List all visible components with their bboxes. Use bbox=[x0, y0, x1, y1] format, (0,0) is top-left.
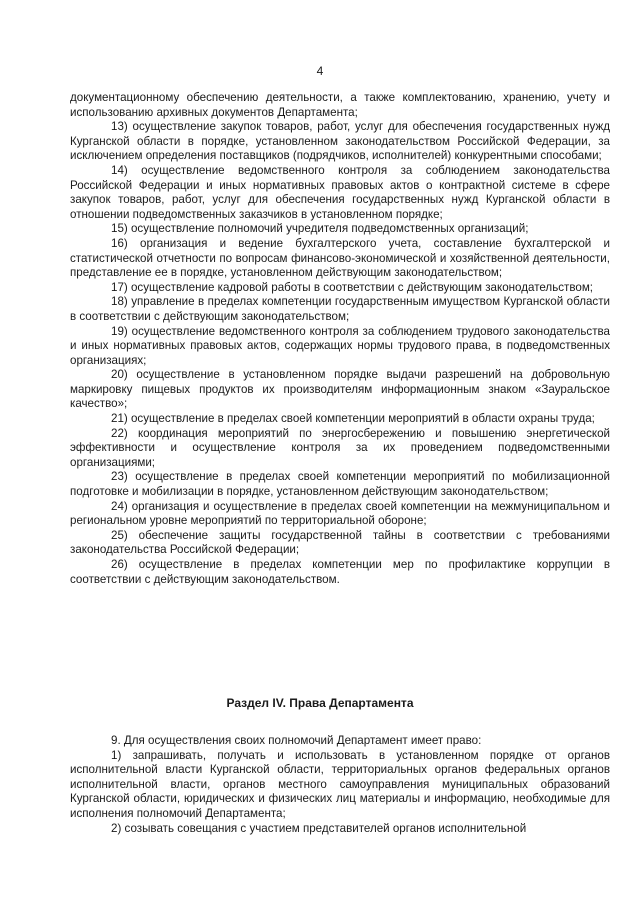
paragraph: 23) осуществление в пределах своей компетенции мероприятий по мобилизационной подготовке и мобилизации в порядке, установленном действующим законодательством; bbox=[70, 470, 610, 499]
paragraph: 20) осуществление в установленном порядке выдачи разрешений на добровольную маркировку пищевых продуктов их производителям информационным знаком «Зауральское качество»; bbox=[70, 368, 610, 411]
page-number: 4 bbox=[316, 64, 324, 78]
paragraph: 9. Для осуществления своих полномочий Департамент имеет право: bbox=[111, 734, 482, 747]
paragraph: 19) осуществление ведомственного контроля за соблюдением трудового законодательства и иных нормативных правовых актов, содержащих нормы трудового права, в подведомственных организациях; bbox=[70, 324, 610, 367]
section-heading: Раздел IV. Права Департамента bbox=[226, 696, 414, 710]
paragraph: 24) организация и осуществление в пределах своей компетенции на межмуниципальном и региональном уровне мероприятий по территориальной обороне; bbox=[70, 499, 610, 528]
paragraph: 15) осуществление полномочий учредителя подведомственных организаций; bbox=[111, 222, 529, 236]
paragraph: 21) осуществление в пределах своей компетенции мероприятий в области охраны труда; bbox=[111, 412, 595, 426]
body-text-top bbox=[70, 91, 610, 587]
paragraph: 16) организация и ведение бухгалтерского учета, составление бухгалтерской и статистической отчетности по вопросам финансово-экономической и хозяйственной деятельности, представление ее в порядке, установленном действующим законодательством; bbox=[70, 236, 610, 280]
paragraph: 17) осуществление кадровой работы в соответствии с действующим законодательством; bbox=[111, 280, 594, 294]
paragraph: 1) запрашивать, получать и использовать в установленном порядке от органов исполнительной власти Курганской области, территориальных органов федеральных органов исполнительной власти, органов местного самоуправления муниципальных образований Курганской области, юридических и физических лиц материалы и информацию, необходимые для исполнения полномочий Департамента; bbox=[70, 748, 610, 820]
paragraph: 26) осуществление в пределах компетенции мер по профилактике коррупции в соответствии с действующим законодательством. bbox=[70, 558, 610, 586]
paragraph: 22) координация мероприятий по энергосбережению и повышению энергетической эффективности и осуществление контроля за их проведением подведомственными организациями; bbox=[70, 426, 610, 469]
paragraph: 25) обеспечение защиты государственной тайны в соответствии с требованиями законодательства Российской Федерации; bbox=[70, 528, 610, 557]
paragraph: 18) управление в пределах компетенции государственным имуществом Курганской области в соответствии с действующим законодательством; bbox=[70, 295, 610, 323]
paragraph: 13) осуществление закупок товаров, работ, услуг для обеспечения государственных нужд Курганской области в порядке, установленном законодательством Российской Федерации, за исключением определения поставщиков (подрядчиков, исполнителей) конкурентными способами; bbox=[70, 120, 610, 163]
paragraph: 14) осуществление ведомственного контроля за соблюдением законодательства Российской Федерации и иных нормативных правовых актов о контрактной системе в сфере закупок товаров, работ, услуг для обеспечения государственных нужд Курганской области в отношении подведомственных заказчиков в установленном порядке; bbox=[70, 163, 610, 221]
paragraph: документационному обеспечению деятельности, а также комплектованию, хранению, учету и использованию архивных документов Департамента; bbox=[70, 91, 610, 119]
body-text-bottom bbox=[70, 734, 610, 836]
paragraph: 2) созывать совещания с участием представителей органов исполнительной bbox=[111, 821, 527, 835]
